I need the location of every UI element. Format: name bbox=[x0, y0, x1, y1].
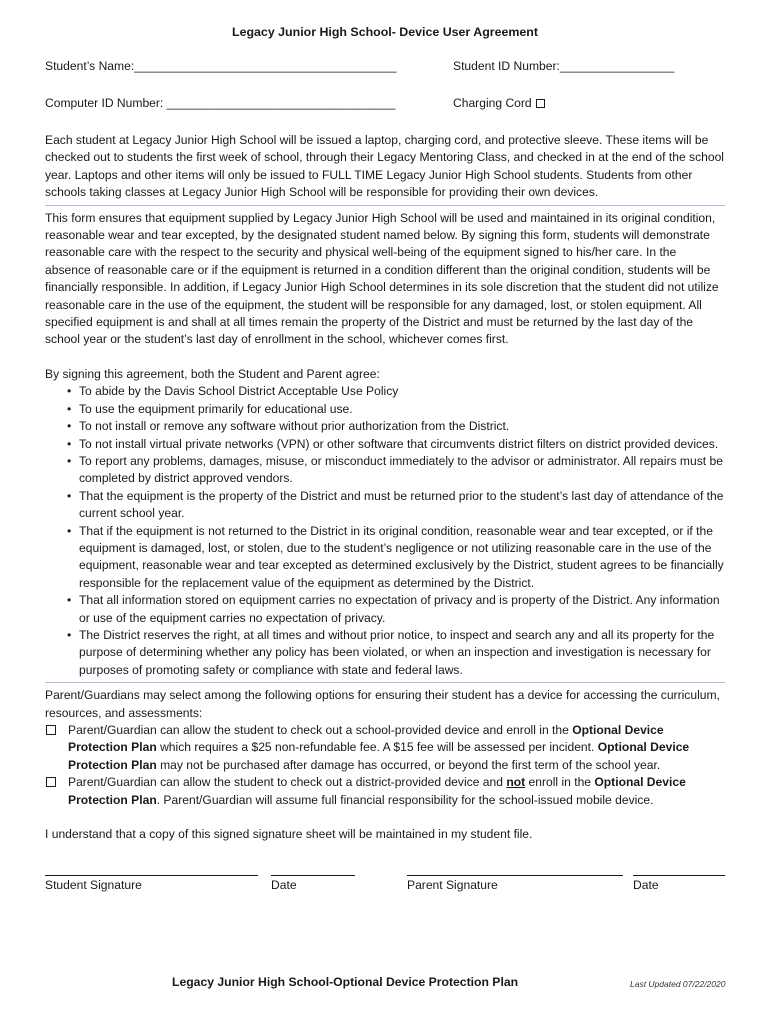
charging-cord-field bbox=[453, 95, 545, 112]
student-id-field[interactable]: Student ID Number:_________________ bbox=[453, 59, 675, 73]
intro-paragraph: Each student at Legacy Junior High School will be issued a laptop, charging cord, and protective sleeve. These items will be checked out to students the first week of school, through their Legacy Mentoring Class, and checked in at the end of the school year. Laptops and other items will only be issued to FULL TIME Legacy Junior High School students. Students from other schools taking classes at Legacy Junior High School will be responsible for providing their own devices. bbox=[45, 133, 724, 200]
date-label: Date bbox=[633, 878, 659, 893]
footer-title: Legacy Junior High School-Optional Device Protection Plan bbox=[172, 975, 519, 989]
list-item: • To not install virtual private networks (VPN) or other software that circumvents district filters on district provided devices. bbox=[45, 436, 725, 453]
signature-line bbox=[45, 875, 258, 876]
agreement-heading: By signing this agreement, both the Student and Parent agree: bbox=[45, 366, 380, 381]
agreement-list bbox=[45, 383, 725, 679]
option-decline-protection-plan: Parent/Guardian can allow the student to check out a district-provided device and not enroll in the Optional Device Protection Plan. Parent/Guardian will assume full financial responsibility for the school-issued mobile device. bbox=[45, 774, 725, 809]
parent-date-field[interactable] bbox=[633, 863, 725, 894]
option-enroll-checkbox[interactable] bbox=[46, 725, 56, 735]
list-item: • To use the equipment primarily for educational use. bbox=[45, 401, 725, 418]
options-heading: Parent/Guardians may select among the following options for ensuring their student has a device for accessing the curriculum, resources, and assessments: bbox=[45, 688, 720, 720]
bullet-icon: • bbox=[67, 453, 72, 468]
signature-line bbox=[271, 875, 355, 876]
parent-signature-field[interactable] bbox=[407, 863, 623, 894]
date-label: Date bbox=[271, 878, 297, 893]
student-signature-field[interactable] bbox=[45, 863, 258, 894]
list-item: • The District reserves the right, at all times and without prior notice, to inspect and search any and all its property for the purpose of determining whether any policy has been violated, or when an inspection and investigation is necessary for purposes of promoting safety or compliance with state and federal laws. bbox=[67, 627, 715, 677]
list-item: • That all information stored on equipment carries no expectation of privacy and is property of the District. Any information or use of the equipment carries no expectation of privacy. bbox=[67, 593, 720, 625]
bullet-icon: • bbox=[67, 384, 72, 399]
student-name-field[interactable]: Student’s Name:_______________________________________ bbox=[45, 59, 397, 73]
bullet-icon: • bbox=[67, 436, 72, 451]
divider bbox=[45, 682, 725, 683]
bullet-icon: • bbox=[67, 401, 72, 416]
signature-line bbox=[633, 875, 725, 876]
agreement-document bbox=[45, 24, 725, 903]
bullet-icon: • bbox=[67, 488, 72, 503]
bullet-icon: • bbox=[67, 593, 72, 608]
last-updated-text: Last Updated 07/22/2020 bbox=[630, 979, 726, 989]
list-item: • To abide by the Davis School District Acceptable Use Policy bbox=[45, 383, 725, 400]
signature-line bbox=[407, 875, 623, 876]
acknowledgement-text: I understand that a copy of this signed signature sheet will be maintained in my student file. bbox=[45, 827, 533, 842]
student-date-field[interactable] bbox=[271, 863, 355, 894]
list-item: • To report any problems, damages, misuse, or misconduct immediately to the advisor or administrator. All repairs must be completed by district approved vendors. bbox=[67, 453, 723, 486]
computer-id-field[interactable]: Computer ID Number: __________________________________ bbox=[45, 96, 396, 110]
student-signature-label: Student Signature bbox=[45, 878, 142, 893]
page-title: Legacy Junior High School- Device User Agreement bbox=[232, 25, 538, 39]
charging-cord-checkbox[interactable] bbox=[536, 99, 545, 108]
list-item: • That the equipment is the property of the District and must be returned prior to the student’s last day of attendance of the current school year. bbox=[67, 488, 724, 521]
bullet-icon: • bbox=[67, 419, 72, 434]
signature-block bbox=[45, 863, 725, 903]
form-paragraph: This form ensures that equipment supplied by Legacy Junior High School will be used and maintained in its original condition, reasonable wear and tear excepted, by the designated student named below. By signing this form, students will demonstrate reasonable care with the respect to the security and physical well-being of the equipment signed to his/her care. In the absence of reasonable care or if the equipment is returned in a condition different than the original condition, students will be financially responsible. In addition, if Legacy Junior High School determines in its sole discretion that the student did not utilize reasonable care in the use of the equipment, the student will be responsible for any damaged, lost, or stolen equipment. All specified equipment is and shall at all times remain the property of the District and must be returned by the last day of the school year or the student’s last day of enrollment in the school, whichever comes first. bbox=[45, 210, 719, 347]
name-id-row bbox=[45, 58, 725, 76]
bullet-icon: • bbox=[67, 627, 72, 642]
option-decline-checkbox[interactable] bbox=[46, 777, 56, 787]
charging-cord-label: Charging Cord bbox=[453, 96, 532, 110]
computer-cord-row bbox=[45, 95, 725, 113]
option-enroll-protection-plan: Parent/Guardian can allow the student to check out a school-provided device and enroll in the Optional Device Protection Plan which requires a $25 non-refundable fee. A $15 fee will be assessed per incident. Optional Device Protection Plan may not be purchased after damage has occurred, or beyond the first term of the school year. bbox=[45, 722, 725, 774]
parent-signature-label: Parent Signature bbox=[407, 878, 498, 893]
bullet-icon: • bbox=[67, 523, 72, 538]
list-item: • To not install or remove any software without prior authorization from the District. bbox=[45, 418, 725, 435]
list-item: • That if the equipment is not returned to the District in its original condition, reasonable wear and tear excepted, or if the equipment is damaged, lost, or stolen, due to the student’s negligence or not utilizing reasonable care in the use of the equipment, reasonable wear and tear excepted as determined exclusively by the District, student agrees to be financially responsible for the replacement value of the equipment as determined by the District. bbox=[67, 523, 724, 590]
divider bbox=[45, 205, 725, 206]
